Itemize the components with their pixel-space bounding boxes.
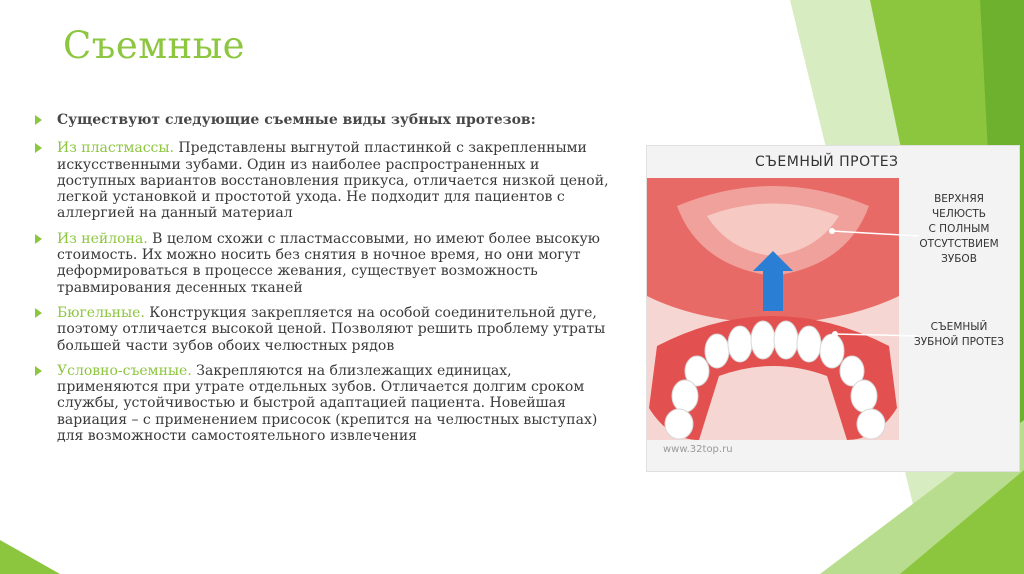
bullet-arrow-icon	[35, 115, 42, 125]
bullet-clasp	[35, 305, 615, 354]
label-denture: СЪЕМНЫЙ ЗУБНОЙ ПРОТЕЗ	[914, 321, 1004, 348]
bullet-arrow-icon	[35, 366, 42, 376]
bullet-nylon	[35, 231, 615, 296]
slide-title: Съемные	[63, 24, 246, 67]
bullet-arrow-icon	[35, 234, 42, 244]
bullet-arrow-icon	[35, 143, 42, 153]
denture-illustration	[646, 145, 1020, 472]
bullet-list	[35, 112, 615, 453]
bullet-lead: Бюгельные.	[57, 304, 145, 321]
bullet-text: Конструкция закрепляется на особой соединительной дуге, поэтому отличается высокой ценой. Позволяют решить проблему утраты большей части зубов обоих челюстных рядов	[57, 304, 606, 354]
bullet-lead: Из пластмассы.	[57, 140, 174, 157]
intro-text: Существуют следующие съемные виды зубных протезов:	[57, 112, 536, 128]
bullet-plastic	[35, 140, 615, 221]
figure-title: СЪЕМНЫЙ ПРОТЕЗ	[755, 154, 899, 170]
label-upper-jaw: ВЕРХНЯЯ ЧЕЛЮСТЬ С ПОЛНЫМ ОТСУТСТВИЕМ ЗУБОВ	[919, 193, 999, 265]
bullet-text: В целом схожи с пластмассовыми, но имеют более высокую стоимость. Их можно носить без снятия в ночное время, но они могут деформироваться в процессе жевания, существует возможность травмирования десенных тканей	[57, 230, 600, 296]
bullet-arrow-icon	[35, 308, 42, 318]
bullet-text: Закрепляются на близлежащих единицах, применяются при утрате отдельных зубов. Отличается долгим сроком службы, устойчивостью и быстрой адаптацией пациента. Новейшая вариация – с применением присосок (крепится на челюстных выступах) для возможности самостоятельного извлечения	[57, 362, 598, 445]
bullet-lead: Из нейлона.	[57, 230, 148, 247]
figure-watermark-url: www.32top.ru	[663, 444, 733, 455]
bullet-intro	[35, 112, 615, 128]
bullet-lead: Условно-съемные.	[57, 362, 192, 379]
bullet-text: Представлены выгнутой пластинкой с закрепленными искусственными зубами. Один из наиболее распространенных и доступных вариантов восстановления прикуса, отличается низкой ценой, легкой установкой и простотой ухода. Не подходит для пациентов с аллергией на данный материал	[57, 140, 609, 222]
bullet-conditional	[35, 363, 615, 444]
